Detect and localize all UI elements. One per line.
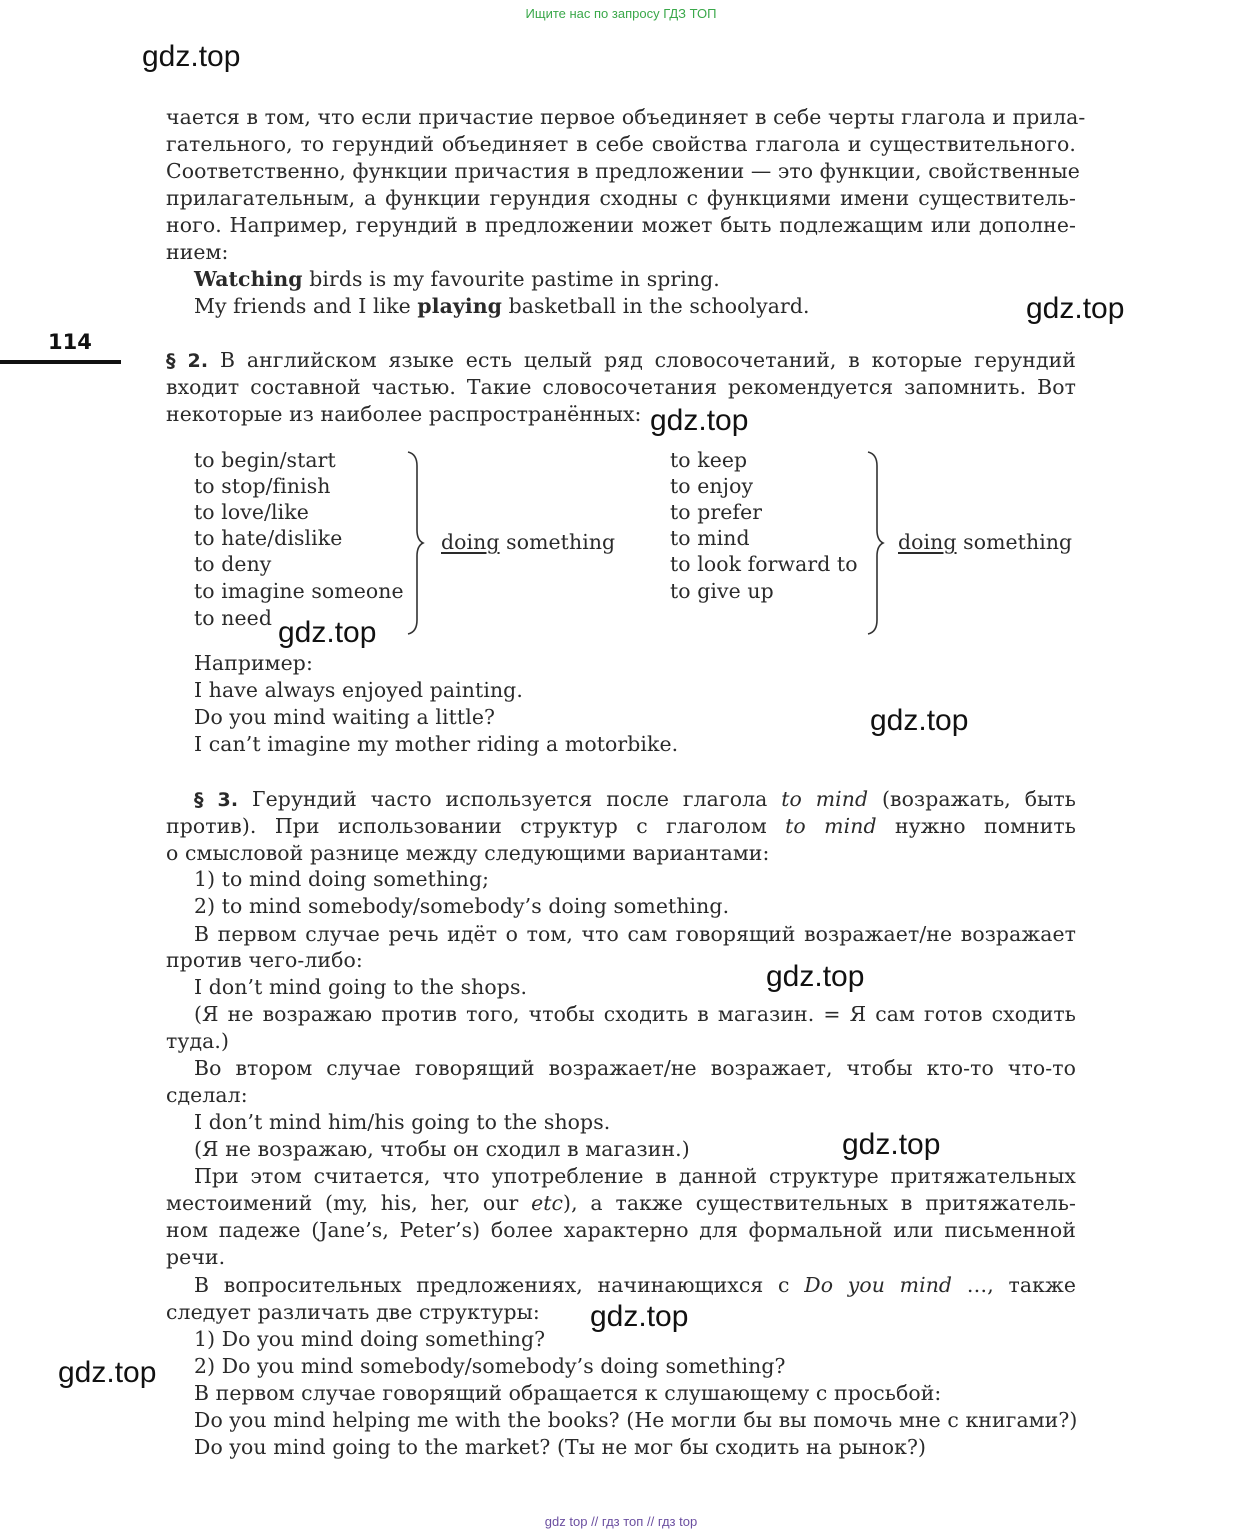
watermark: gdz.top <box>590 1300 689 1333</box>
sec3-line: против чего-либо: <box>166 948 363 972</box>
footer-link[interactable]: гдз top <box>657 1514 698 1529</box>
sec3-text: Герундий часто используется после глагола <box>238 787 782 811</box>
sec3-line: ном падеже (Jane’s, Peter’s) более характерно для формальной или письменной <box>166 1218 1076 1242</box>
verb-item: to keep <box>670 448 748 472</box>
intro-example <box>194 266 720 293</box>
watermark: gdz.top <box>870 704 969 737</box>
sec3-line: 1) to mind doing something; <box>194 867 490 891</box>
page-number-rule <box>0 360 121 364</box>
sec3-line: В первом случае говорящий обращается к слушающему с просьбой: <box>194 1381 942 1405</box>
sec3-line: В первом случае речь идёт о том, что сам говорящий возражает/не возражает <box>194 922 1076 946</box>
intro-line: прилагательным, а функции герундия сходны с функциями имени существитель- <box>166 186 1076 210</box>
sec3-line <box>166 813 1076 840</box>
watermark: gdz.top <box>142 40 241 73</box>
underlined-doing: doing <box>441 530 500 554</box>
verb-item: to enjoy <box>670 474 754 498</box>
left-curly-brace <box>404 450 428 636</box>
something-text: something <box>499 530 616 554</box>
intro-line: Соответственно, функции причастия в предложении — это функции, свойственные <box>166 159 1080 183</box>
sec3-text: …, также <box>952 1273 1076 1297</box>
underlined-doing: doing <box>898 530 957 554</box>
something-text: something <box>956 530 1073 554</box>
sec2-line: входит составной частью. Такие словосочетания рекомендуется запомнить. Вот <box>166 375 1076 399</box>
verb-item: to look forward to <box>670 552 858 576</box>
verb-item: to prefer <box>670 500 763 524</box>
italic-term: to mind <box>781 787 869 811</box>
example-sentence: I have always enjoyed painting. <box>194 678 523 702</box>
doing-something-label <box>441 529 615 556</box>
verb-item: to mind <box>670 526 750 550</box>
footer-link[interactable]: гдз топ <box>601 1514 644 1529</box>
sec3-line: (Я не возражаю против того, чтобы сходить в магазин. = Я сам готов сходить <box>194 1002 1076 1026</box>
sec3-line: Do you mind going to the market? (Ты не мог бы сходить на рынок?) <box>194 1435 927 1459</box>
example-text: birds is my favourite pastime in spring. <box>302 267 720 291</box>
italic-term: Do you mind <box>804 1273 953 1297</box>
sec2-text: В английском языке есть целый ряд словосочетаний, в которые герундий <box>208 348 1077 372</box>
sec3-text: местоимений (my, his, her, our <box>166 1191 532 1215</box>
verb-item: to deny <box>194 552 272 576</box>
sec3-text: нужно помнить <box>876 814 1077 838</box>
intro-line: ного. Например, герундий в предложении может быть подлежащим или дополне- <box>166 213 1076 237</box>
sec3-line <box>166 1190 1076 1217</box>
sec3-line: 2) to mind somebody/somebody’s doing something. <box>194 894 730 918</box>
footer-separator: // <box>646 1514 655 1529</box>
example-sentence: Do you mind waiting a little? <box>194 705 496 729</box>
verb-item: to stop/finish <box>194 474 331 498</box>
sec3-text: против). При использовании структур с глаголом <box>166 814 786 838</box>
footer-link[interactable]: gdz top <box>544 1514 588 1529</box>
verb-item: to imagine someone <box>194 579 404 603</box>
verb-item: to begin/start <box>194 448 336 472</box>
verb-item: to love/like <box>194 500 309 524</box>
sec2-line: некоторые из наиболее распространённых: <box>166 402 642 426</box>
example-text: My friends and I like <box>194 294 418 318</box>
sec3-line: 2) Do you mind somebody/somebody’s doing something? <box>194 1354 786 1378</box>
watermark: gdz.top <box>278 616 377 649</box>
sec3-line: туда.) <box>166 1029 230 1053</box>
sec3-text: ), а также существительных в притяжатель- <box>563 1191 1076 1215</box>
sec3-line: При этом считается, что употребление в данной структуре притяжательных <box>194 1164 1076 1188</box>
page-number: 114 <box>48 330 92 354</box>
example-text: basketball in the schoolyard. <box>502 294 810 318</box>
intro-line: гательного, то герундий объединяет в себе свойства глагола и существительного. <box>166 132 1076 156</box>
right-curly-brace <box>864 450 888 636</box>
sec3-line: о смысловой разнице между следующими вариантами: <box>166 841 770 865</box>
watermark: gdz.top <box>58 1356 157 1389</box>
watermark: gdz.top <box>842 1128 941 1161</box>
watermark: gdz.top <box>1026 292 1125 325</box>
sec3-line: I don’t mind going to the shops. <box>194 975 528 999</box>
intro-line: нием: <box>166 240 229 264</box>
example-label: Например: <box>194 651 313 675</box>
bold-word: Watching <box>194 267 303 291</box>
verb-item: to hate/dislike <box>194 526 343 550</box>
section-marker: § 3. <box>194 789 239 811</box>
watermark: gdz.top <box>650 404 749 437</box>
sec2-line <box>166 347 1076 375</box>
sec3-line <box>194 786 1076 814</box>
example-sentence: I can’t imagine my mother riding a motorbike. <box>194 732 679 756</box>
sec3-line: Во втором случае говорящий возражает/не возражает, чтобы кто-то что-то <box>194 1056 1076 1080</box>
sec3-line: Do you mind helping me with the books? (Не могли бы вы помочь мне с книгами?) <box>194 1408 1078 1432</box>
intro-example <box>194 293 810 320</box>
italic-term: etc <box>531 1191 564 1215</box>
verb-item: to give up <box>670 579 774 603</box>
watermark: gdz.top <box>766 960 865 993</box>
verb-item: to need <box>194 606 272 630</box>
footer-separator: // <box>591 1514 599 1529</box>
doing-something-label <box>898 529 1072 556</box>
footer-links <box>0 1514 1242 1529</box>
sec3-line: речи. <box>166 1245 226 1269</box>
top-banner: Ищите нас по запросу ГДЗ ТОП <box>525 6 717 21</box>
intro-line: чается в том, что если причастие первое объединяет в себе черты глагола и прила- <box>166 105 1086 129</box>
section-marker: § 2. <box>166 350 209 372</box>
sec3-line: I don’t mind him/his going to the shops. <box>194 1110 611 1134</box>
sec3-line: 1) Do you mind doing something? <box>194 1327 546 1351</box>
sec3-line <box>194 1272 1076 1299</box>
sec3-line: (Я не возражаю, чтобы он сходил в магазин.) <box>194 1137 690 1161</box>
sec3-text: В вопросительных предложениях, начинающихся с <box>194 1273 805 1297</box>
sec3-line: сделал: <box>166 1083 248 1107</box>
italic-term: to mind <box>785 814 877 838</box>
sec3-line: следует различать две структуры: <box>166 1300 540 1324</box>
bold-word: playing <box>417 294 502 318</box>
sec3-text: (возражать, быть <box>868 787 1076 811</box>
